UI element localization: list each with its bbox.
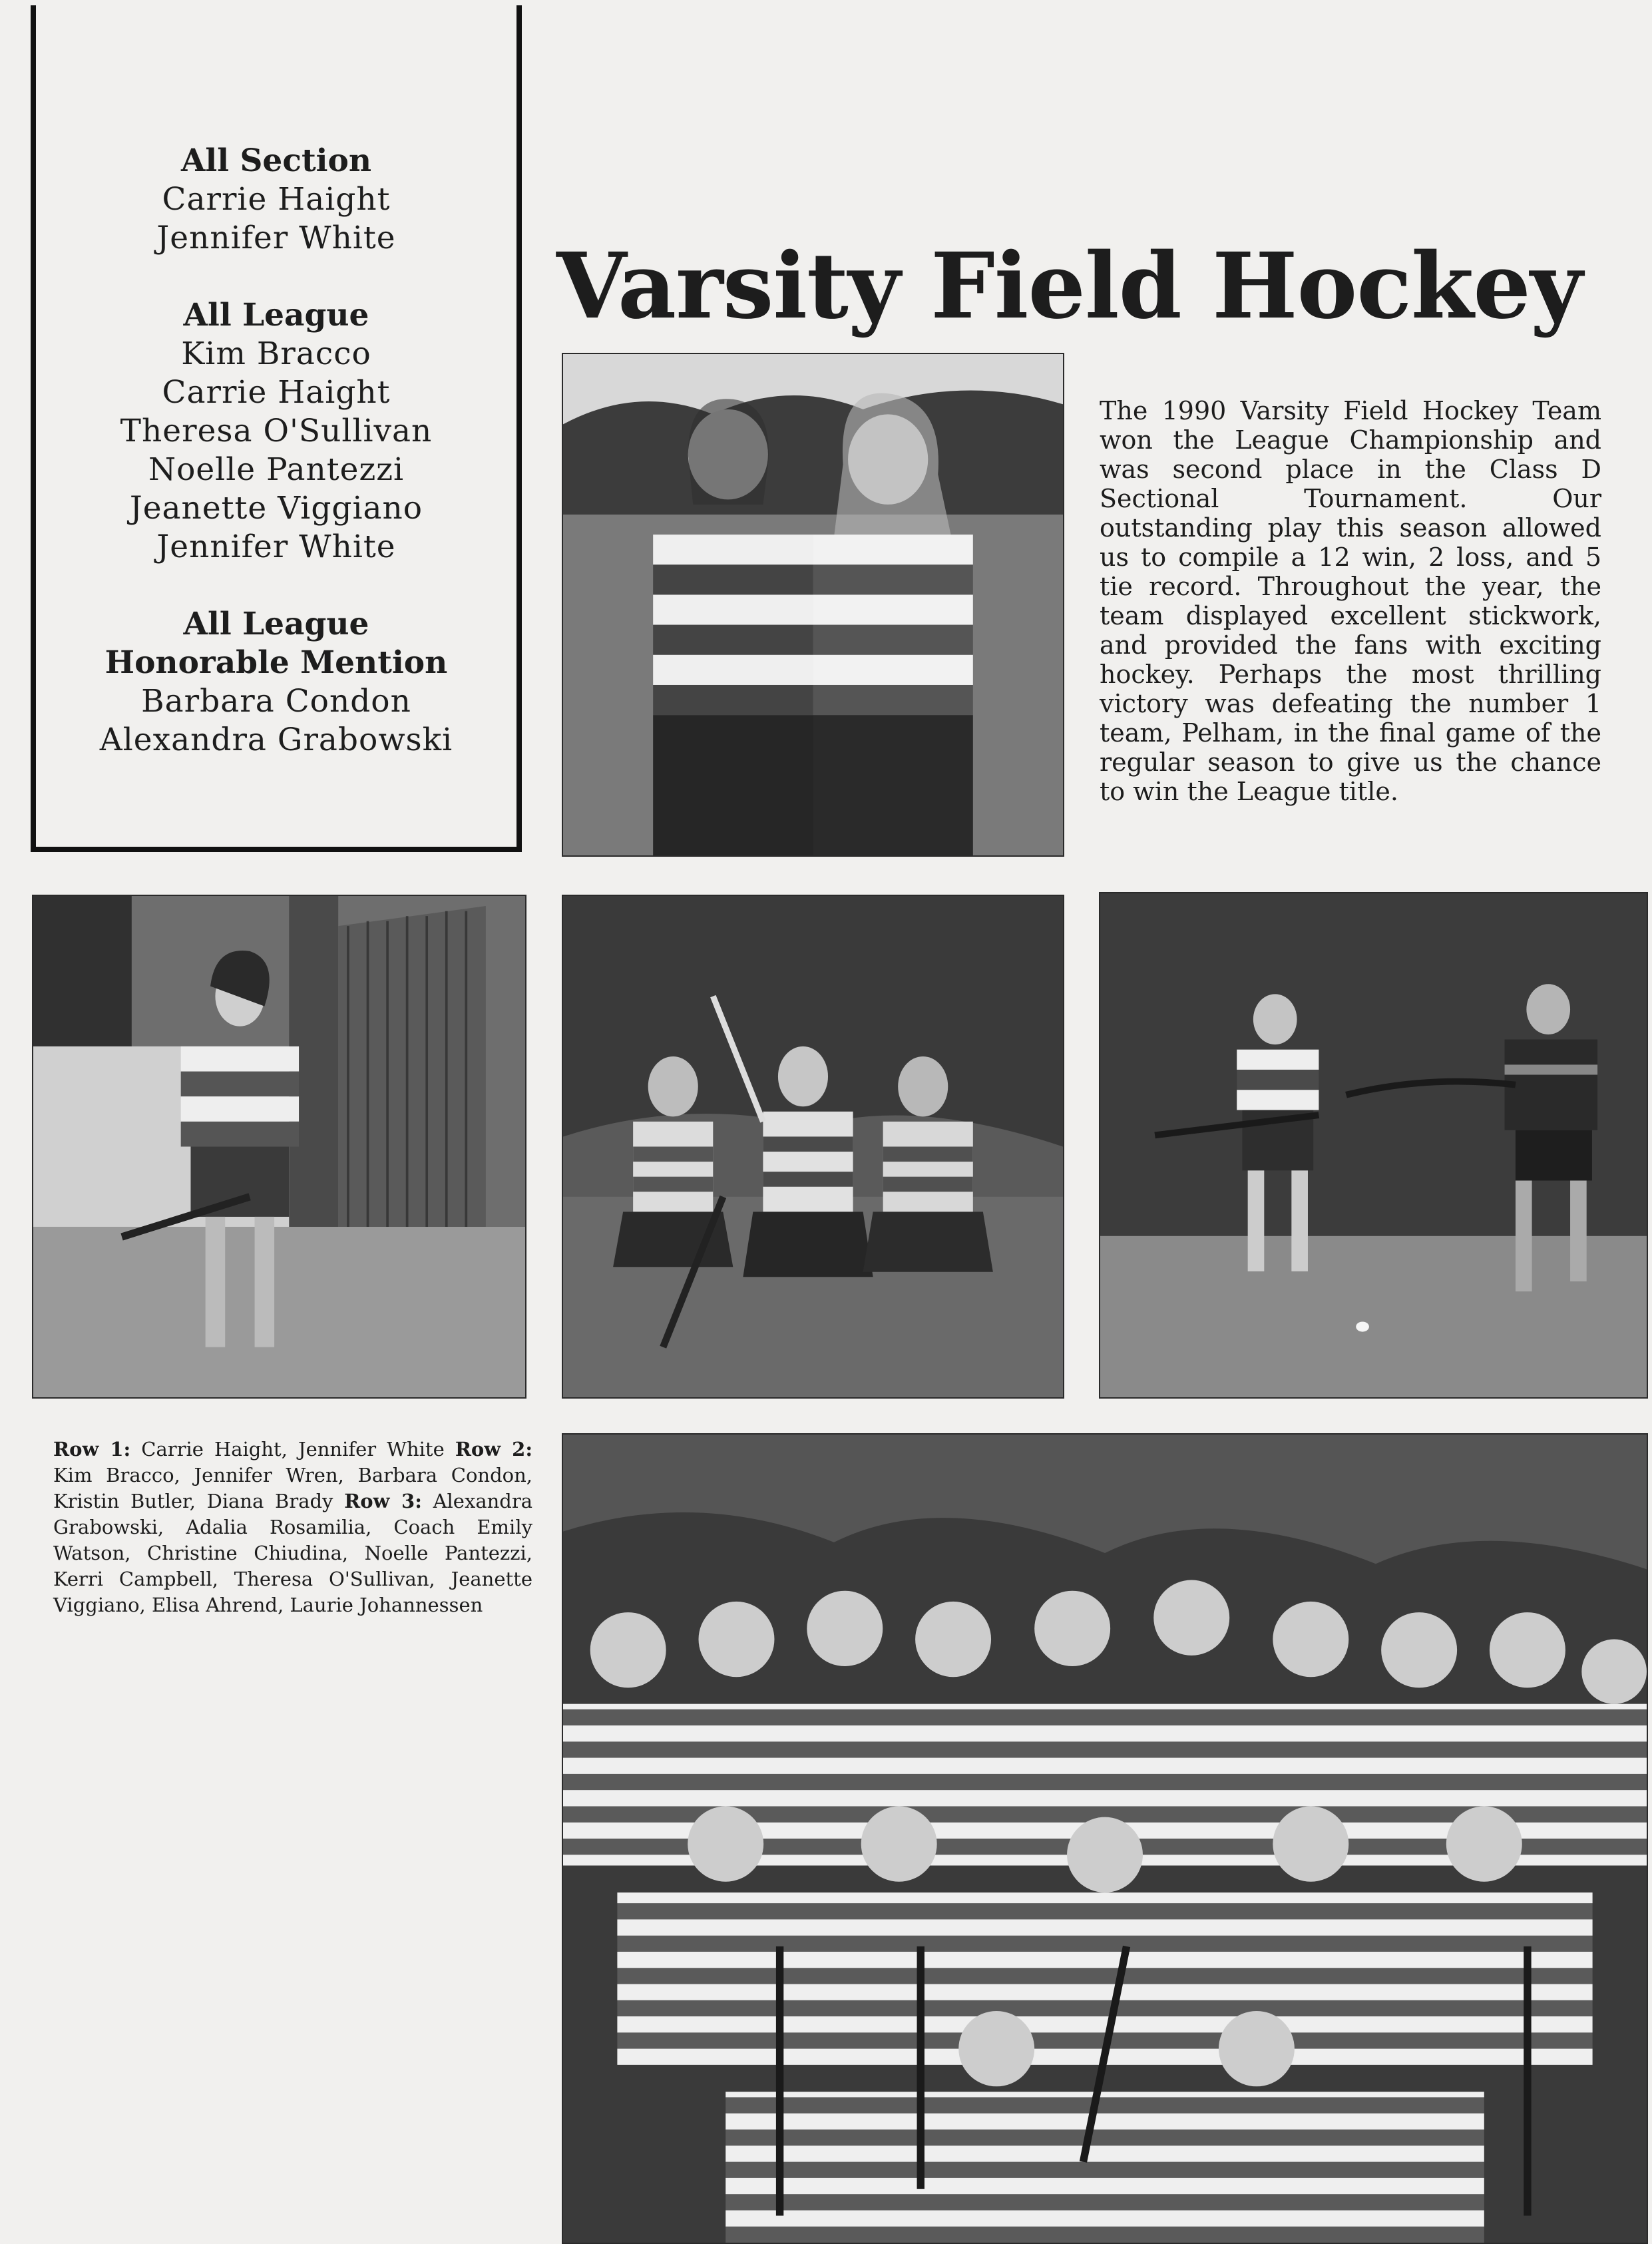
goalie-photo <box>32 895 526 1399</box>
award-name: Carrie Haight <box>162 181 391 218</box>
page-title: Varsity Field Hockey <box>556 233 1582 339</box>
caption-row-label: Row 2: <box>455 1438 533 1460</box>
award-heading: All Section <box>180 142 372 179</box>
award-name: Barbara Condon <box>141 683 411 720</box>
caption-row-label: Row 1: <box>53 1438 131 1460</box>
team-celebration-photo <box>562 895 1064 1399</box>
caption-row-names: Alexandra Grabowski, Adalia Rosamilia, Coach Emily Watson, Christine Chiudina, Noelle Pantezzi, Kerri Campbell, Theresa O'Sullivan, Jeanette Viggiano, Elisa Ahrend, Laurie Johannessen <box>53 1490 532 1616</box>
caption-row-names: Kim Bracco, Jennifer Wren, Barbara Condon, Kristin Butler, Diana Brady <box>53 1464 532 1512</box>
award-group-honorable-mention <box>36 605 516 760</box>
award-name: Carrie Haight <box>162 374 391 411</box>
caption-row-label: Row 3: <box>344 1490 422 1512</box>
award-group-all-section <box>36 142 516 258</box>
award-name: Jennifer White <box>156 529 396 565</box>
game-action-photo <box>1099 892 1648 1399</box>
awards-list <box>36 142 516 798</box>
award-name: Jennifer White <box>156 220 396 256</box>
award-name: Theresa O'Sullivan <box>120 413 433 449</box>
caption-row-names: Carrie Haight, Jennifer White <box>141 1438 445 1460</box>
team-photo-caption <box>53 1437 532 1618</box>
award-group-all-league <box>36 296 516 566</box>
awards-box <box>31 5 522 852</box>
award-name: Kim Bracco <box>181 336 371 372</box>
award-heading: All League <box>183 297 369 334</box>
team-group-photo <box>562 1433 1648 2244</box>
season-summary: The 1990 Varsity Field Hockey Team won the League Championship and was second place in the Class D Sectional Tournament. Our outstanding play this season allowed us to compile a 12 win, 2 loss, and 5 tie record. Throughout the year, the team displayed excellent stickwork, and provided the fans with exciting hockey. Perhaps the most thrilling victory was defeating the number 1 team, Pelham, in the final game of the regular season to give us the chance to win the League title. <box>1100 396 1601 806</box>
award-heading: Honorable Mention <box>104 644 448 681</box>
award-name: Alexandra Grabowski <box>99 722 453 758</box>
award-heading: All League <box>183 606 369 642</box>
two-captains-photo <box>562 353 1064 857</box>
award-name: Noelle Pantezzi <box>148 451 405 488</box>
award-name: Jeanette Viggiano <box>129 490 423 527</box>
